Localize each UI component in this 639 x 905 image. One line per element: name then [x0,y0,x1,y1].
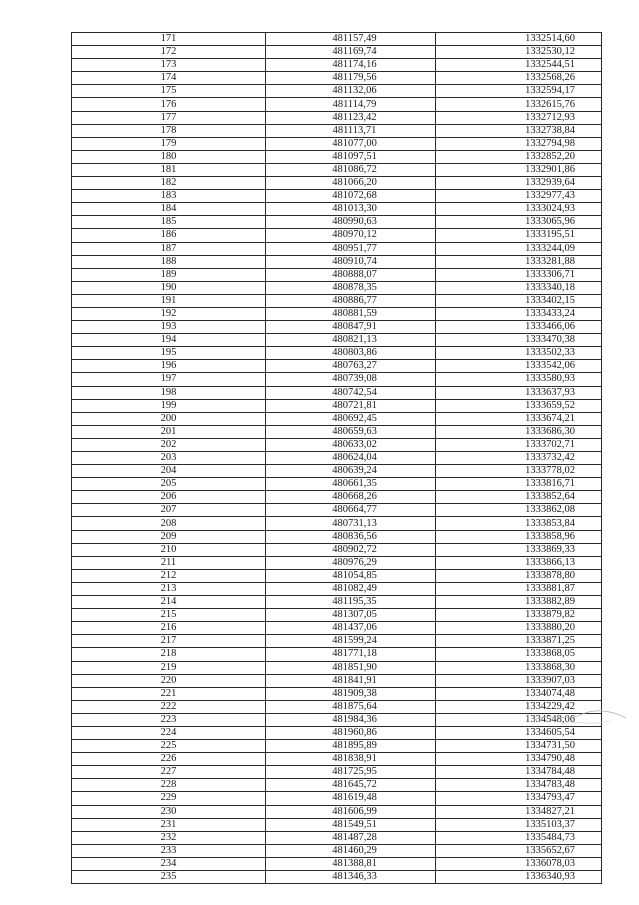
point-number-cell: 208 [72,517,266,530]
x-coordinate-cell: 481725,95 [266,766,436,779]
point-number-cell: 232 [72,831,266,844]
table-row [72,596,602,609]
x-coordinate-cell: 481606,99 [266,805,436,818]
x-coordinate-cell: 480661,35 [266,478,436,491]
point-number-cell: 221 [72,687,266,700]
point-number-cell: 190 [72,281,266,294]
table-row [72,805,602,818]
x-coordinate-cell: 480763,27 [266,360,436,373]
table-row [72,163,602,176]
point-number-cell: 229 [72,792,266,805]
y-coordinate-cell: 1333024,93 [436,203,602,216]
table-row [72,792,602,805]
y-coordinate-cell: 1333065,96 [436,216,602,229]
table-row [72,582,602,595]
y-coordinate-cell: 1333881,87 [436,582,602,595]
y-coordinate-cell: 1332568,26 [436,72,602,85]
point-number-cell: 200 [72,412,266,425]
point-number-cell: 205 [72,478,266,491]
table-row [72,609,602,622]
table-row [72,425,602,438]
x-coordinate-cell: 481984,36 [266,713,436,726]
point-number-cell: 185 [72,216,266,229]
table-row [72,72,602,85]
table-row [72,412,602,425]
y-coordinate-cell: 1334074,48 [436,687,602,700]
point-number-cell: 209 [72,530,266,543]
table-row [72,713,602,726]
y-coordinate-cell: 1332615,76 [436,98,602,111]
point-number-cell: 216 [72,622,266,635]
x-coordinate-cell: 480990,63 [266,216,436,229]
table-row [72,438,602,451]
x-coordinate-cell: 481157,49 [266,33,436,46]
y-coordinate-cell: 1333853,84 [436,517,602,530]
y-coordinate-cell: 1333466,06 [436,321,602,334]
y-coordinate-cell: 1333340,18 [436,281,602,294]
table-row [72,648,602,661]
table-row [72,307,602,320]
y-coordinate-cell: 1333907,03 [436,674,602,687]
table-row [72,334,602,347]
x-coordinate-cell: 481097,51 [266,150,436,163]
y-coordinate-cell: 1333868,30 [436,661,602,674]
y-coordinate-cell: 1334827,21 [436,805,602,818]
x-coordinate-cell: 481895,89 [266,740,436,753]
y-coordinate-cell: 1334731,50 [436,740,602,753]
x-coordinate-cell: 481437,06 [266,622,436,635]
coordinates-table [71,32,602,884]
point-number-cell: 233 [72,844,266,857]
y-coordinate-cell: 1332530,12 [436,46,602,59]
point-number-cell: 204 [72,465,266,478]
y-coordinate-cell: 1332544,51 [436,59,602,72]
point-number-cell: 223 [72,713,266,726]
y-coordinate-cell: 1332939,64 [436,177,602,190]
table-row [72,203,602,216]
y-coordinate-cell: 1333433,24 [436,307,602,320]
table-row [72,255,602,268]
x-coordinate-cell: 480976,29 [266,556,436,569]
point-number-cell: 215 [72,609,266,622]
x-coordinate-cell: 481174,16 [266,59,436,72]
table-row [72,268,602,281]
x-coordinate-cell: 481771,18 [266,648,436,661]
table-row [72,281,602,294]
point-number-cell: 175 [72,85,266,98]
x-coordinate-cell: 481346,33 [266,871,436,884]
y-coordinate-cell: 1333778,02 [436,465,602,478]
point-number-cell: 184 [72,203,266,216]
y-coordinate-cell: 1333880,20 [436,622,602,635]
point-number-cell: 196 [72,360,266,373]
point-number-cell: 191 [72,294,266,307]
x-coordinate-cell: 480659,63 [266,425,436,438]
point-number-cell: 173 [72,59,266,72]
point-number-cell: 231 [72,818,266,831]
y-coordinate-cell: 1333659,52 [436,399,602,412]
x-coordinate-cell: 480739,08 [266,373,436,386]
point-number-cell: 192 [72,307,266,320]
table-row [72,491,602,504]
table-row [72,871,602,884]
point-number-cell: 193 [72,321,266,334]
point-number-cell: 212 [72,569,266,582]
x-coordinate-cell: 481460,29 [266,844,436,857]
table-row [72,857,602,870]
table-row [72,386,602,399]
y-coordinate-cell: 1332594,17 [436,85,602,98]
table-row [72,294,602,307]
point-number-cell: 189 [72,268,266,281]
table-row [72,347,602,360]
point-number-cell: 218 [72,648,266,661]
x-coordinate-cell: 480902,72 [266,543,436,556]
x-coordinate-cell: 481054,85 [266,569,436,582]
x-coordinate-cell: 480888,07 [266,268,436,281]
y-coordinate-cell: 1333637,93 [436,386,602,399]
point-number-cell: 171 [72,33,266,46]
point-number-cell: 199 [72,399,266,412]
point-number-cell: 178 [72,124,266,137]
y-coordinate-cell: 1332901,86 [436,163,602,176]
table-row [72,740,602,753]
x-coordinate-cell: 481838,91 [266,753,436,766]
point-number-cell: 213 [72,582,266,595]
point-number-cell: 224 [72,726,266,739]
table-row [72,779,602,792]
y-coordinate-cell: 1334605,54 [436,726,602,739]
table-row [72,766,602,779]
table-row [72,137,602,150]
x-coordinate-cell: 481841,91 [266,674,436,687]
x-coordinate-cell: 480692,45 [266,412,436,425]
x-coordinate-cell: 481086,72 [266,163,436,176]
point-number-cell: 183 [72,190,266,203]
point-number-cell: 228 [72,779,266,792]
table-row [72,753,602,766]
x-coordinate-cell: 481077,00 [266,137,436,150]
x-coordinate-cell: 481599,24 [266,635,436,648]
y-coordinate-cell: 1334783,48 [436,779,602,792]
table-row [72,85,602,98]
x-coordinate-cell: 481487,28 [266,831,436,844]
y-coordinate-cell: 1332852,20 [436,150,602,163]
table-row [72,124,602,137]
y-coordinate-cell: 1333866,13 [436,556,602,569]
point-number-cell: 207 [72,504,266,517]
table-row [72,190,602,203]
point-number-cell: 206 [72,491,266,504]
table-row [72,569,602,582]
x-coordinate-cell: 480624,04 [266,452,436,465]
table-row [72,242,602,255]
point-number-cell: 201 [72,425,266,438]
y-coordinate-cell: 1333542,06 [436,360,602,373]
y-coordinate-cell: 1333686,30 [436,425,602,438]
table-row [72,543,602,556]
y-coordinate-cell: 1333502,33 [436,347,602,360]
x-coordinate-cell: 481195,35 [266,596,436,609]
y-coordinate-cell: 1334784,48 [436,766,602,779]
x-coordinate-cell: 480721,81 [266,399,436,412]
y-coordinate-cell: 1334548,06 [436,713,602,726]
x-coordinate-cell: 481013,30 [266,203,436,216]
y-coordinate-cell: 1333879,82 [436,609,602,622]
table-row [72,360,602,373]
y-coordinate-cell: 1333580,93 [436,373,602,386]
y-coordinate-cell: 1334793,47 [436,792,602,805]
table-row [72,46,602,59]
x-coordinate-cell: 481619,48 [266,792,436,805]
point-number-cell: 234 [72,857,266,870]
y-coordinate-cell: 1333281,88 [436,255,602,268]
table-row [72,556,602,569]
x-coordinate-cell: 480633,02 [266,438,436,451]
table-row [72,478,602,491]
table-row [72,726,602,739]
point-number-cell: 222 [72,700,266,713]
y-coordinate-cell: 1334790,48 [436,753,602,766]
x-coordinate-cell: 480951,77 [266,242,436,255]
y-coordinate-cell: 1333869,33 [436,543,602,556]
table-row [72,504,602,517]
table-row [72,674,602,687]
table-row [72,98,602,111]
y-coordinate-cell: 1333852,64 [436,491,602,504]
y-coordinate-cell: 1335484,73 [436,831,602,844]
x-coordinate-cell: 480803,86 [266,347,436,360]
y-coordinate-cell: 1333195,51 [436,229,602,242]
x-coordinate-cell: 481082,49 [266,582,436,595]
x-coordinate-cell: 480742,54 [266,386,436,399]
table-row [72,177,602,190]
table-row [72,465,602,478]
y-coordinate-cell: 1333868,05 [436,648,602,661]
y-coordinate-cell: 1333244,09 [436,242,602,255]
x-coordinate-cell: 481123,42 [266,111,436,124]
x-coordinate-cell: 480664,77 [266,504,436,517]
x-coordinate-cell: 481851,90 [266,661,436,674]
point-number-cell: 211 [72,556,266,569]
table-row [72,530,602,543]
point-number-cell: 176 [72,98,266,111]
point-number-cell: 214 [72,596,266,609]
point-number-cell: 202 [72,438,266,451]
x-coordinate-cell: 481549,51 [266,818,436,831]
x-coordinate-cell: 481179,56 [266,72,436,85]
table-row [72,150,602,163]
coordinates-table-body [72,33,602,884]
y-coordinate-cell: 1333816,71 [436,478,602,491]
point-number-cell: 179 [72,137,266,150]
x-coordinate-cell: 481114,79 [266,98,436,111]
point-number-cell: 227 [72,766,266,779]
y-coordinate-cell: 1332738,84 [436,124,602,137]
y-coordinate-cell: 1332514,60 [436,33,602,46]
point-number-cell: 188 [72,255,266,268]
x-coordinate-cell: 480731,13 [266,517,436,530]
y-coordinate-cell: 1334229,42 [436,700,602,713]
table-row [72,700,602,713]
table-row [72,33,602,46]
table-row [72,59,602,72]
point-number-cell: 194 [72,334,266,347]
point-number-cell: 197 [72,373,266,386]
table-row [72,687,602,700]
point-number-cell: 180 [72,150,266,163]
x-coordinate-cell: 481072,68 [266,190,436,203]
point-number-cell: 174 [72,72,266,85]
table-row [72,111,602,124]
x-coordinate-cell: 480821,13 [266,334,436,347]
point-number-cell: 182 [72,177,266,190]
table-row [72,517,602,530]
table-row [72,216,602,229]
y-coordinate-cell: 1333702,71 [436,438,602,451]
point-number-cell: 225 [72,740,266,753]
point-number-cell: 195 [72,347,266,360]
point-number-cell: 172 [72,46,266,59]
table-row [72,622,602,635]
table-row [72,635,602,648]
point-number-cell: 235 [72,871,266,884]
point-number-cell: 220 [72,674,266,687]
table-row [72,373,602,386]
x-coordinate-cell: 481875,64 [266,700,436,713]
x-coordinate-cell: 480847,91 [266,321,436,334]
x-coordinate-cell: 481113,71 [266,124,436,137]
point-number-cell: 230 [72,805,266,818]
x-coordinate-cell: 481960,86 [266,726,436,739]
y-coordinate-cell: 1333878,80 [436,569,602,582]
x-coordinate-cell: 481169,74 [266,46,436,59]
y-coordinate-cell: 1332794,98 [436,137,602,150]
y-coordinate-cell: 1333732,42 [436,452,602,465]
point-number-cell: 203 [72,452,266,465]
table-row [72,399,602,412]
y-coordinate-cell: 1332712,93 [436,111,602,124]
x-coordinate-cell: 480836,56 [266,530,436,543]
y-coordinate-cell: 1335103,37 [436,818,602,831]
x-coordinate-cell: 481132,06 [266,85,436,98]
x-coordinate-cell: 480910,74 [266,255,436,268]
point-number-cell: 187 [72,242,266,255]
point-number-cell: 226 [72,753,266,766]
table-row [72,831,602,844]
x-coordinate-cell: 480881,59 [266,307,436,320]
x-coordinate-cell: 481909,38 [266,687,436,700]
table-row [72,229,602,242]
point-number-cell: 210 [72,543,266,556]
x-coordinate-cell: 480970,12 [266,229,436,242]
y-coordinate-cell: 1333402,15 [436,294,602,307]
handwritten-mark-icon [530,700,630,730]
x-coordinate-cell: 481307,05 [266,609,436,622]
y-coordinate-cell: 1333882,89 [436,596,602,609]
table-row [72,844,602,857]
point-number-cell: 186 [72,229,266,242]
y-coordinate-cell: 1333862,08 [436,504,602,517]
x-coordinate-cell: 481388,81 [266,857,436,870]
x-coordinate-cell: 481066,20 [266,177,436,190]
table-row [72,452,602,465]
y-coordinate-cell: 1335652,67 [436,844,602,857]
y-coordinate-cell: 1333306,71 [436,268,602,281]
point-number-cell: 217 [72,635,266,648]
y-coordinate-cell: 1333871,25 [436,635,602,648]
table-row [72,818,602,831]
point-number-cell: 181 [72,163,266,176]
y-coordinate-cell: 1336340,93 [436,871,602,884]
y-coordinate-cell: 1332977,43 [436,190,602,203]
y-coordinate-cell: 1336078,03 [436,857,602,870]
x-coordinate-cell: 480878,35 [266,281,436,294]
x-coordinate-cell: 480668,26 [266,491,436,504]
x-coordinate-cell: 480886,77 [266,294,436,307]
point-number-cell: 198 [72,386,266,399]
table-row [72,661,602,674]
y-coordinate-cell: 1333674,21 [436,412,602,425]
y-coordinate-cell: 1333470,38 [436,334,602,347]
y-coordinate-cell: 1333858,96 [436,530,602,543]
table-row [72,321,602,334]
point-number-cell: 177 [72,111,266,124]
point-number-cell: 219 [72,661,266,674]
x-coordinate-cell: 480639,24 [266,465,436,478]
x-coordinate-cell: 481645,72 [266,779,436,792]
